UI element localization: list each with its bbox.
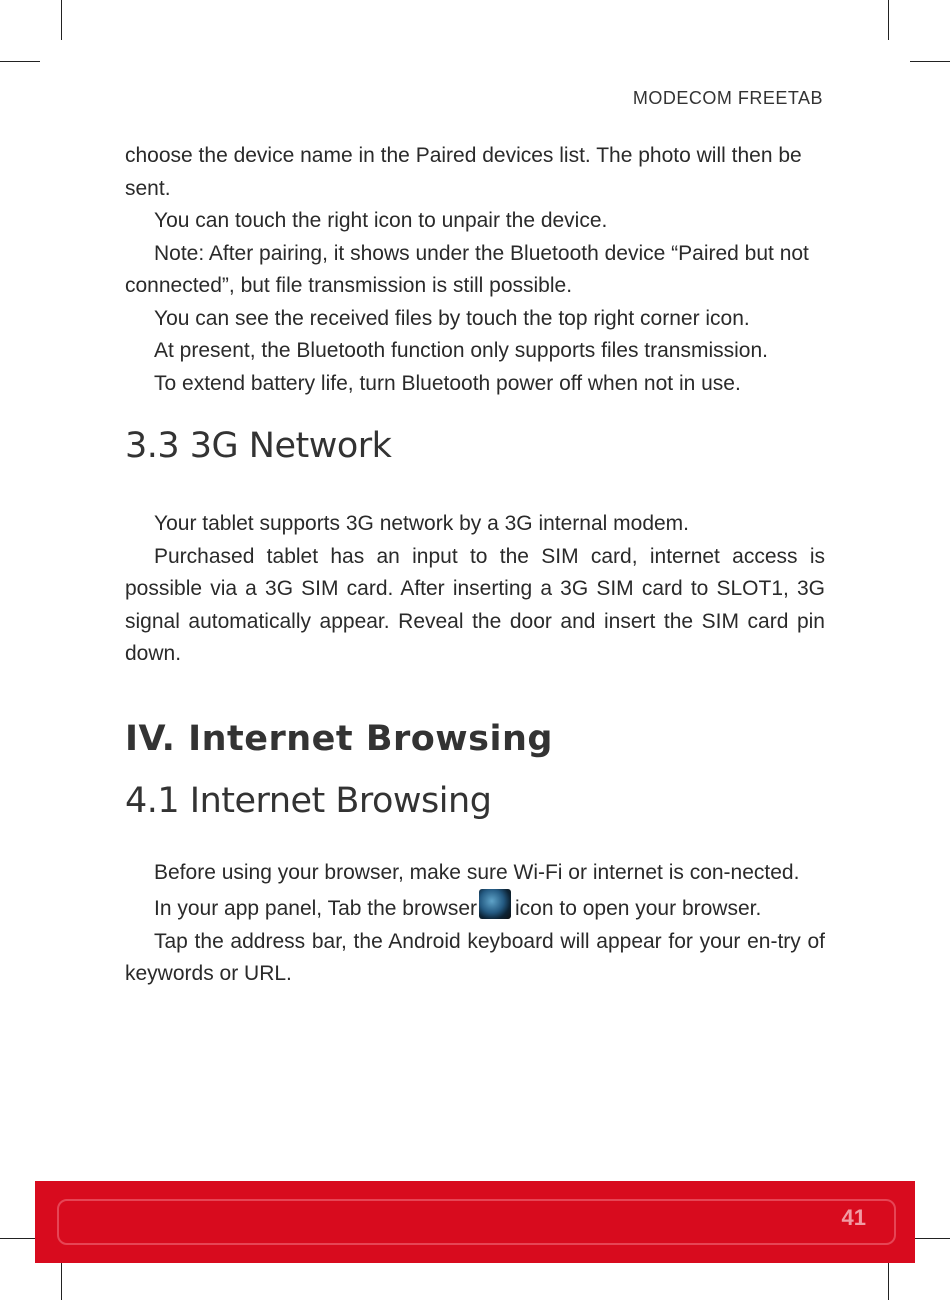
crop-mark bbox=[910, 1238, 950, 1239]
paragraph: At present, the Bluetooth function only supports files transmission. bbox=[154, 339, 768, 362]
crop-mark bbox=[0, 61, 40, 62]
crop-mark bbox=[910, 61, 950, 62]
section-heading-4-1: 4.1 Internet Browsing bbox=[125, 780, 492, 821]
crop-mark bbox=[61, 1258, 62, 1300]
paragraph: Before using your browser, make sure Wi-Fi or internet is con-nected. bbox=[154, 860, 800, 884]
paragraph-text: In your app panel, Tab the browser bbox=[154, 897, 477, 920]
paragraph-text: icon to open your browser. bbox=[515, 897, 762, 920]
running-header: MODECOM FREETAB bbox=[632, 88, 823, 108]
paragraph bbox=[125, 889, 825, 926]
page-number: 41 bbox=[841, 1205, 866, 1230]
crop-mark bbox=[0, 1238, 40, 1239]
crop-mark bbox=[888, 1258, 889, 1300]
paragraph: Your tablet supports 3G network by a 3G internal modem. bbox=[154, 512, 690, 535]
crop-mark bbox=[61, 0, 62, 40]
browser-globe-icon bbox=[479, 889, 511, 919]
section-heading-3-3: 3.3 3G Network bbox=[125, 426, 392, 466]
paragraph: Tap the address bar, the Android keyboard will appear for your en-try of keywords or URL. bbox=[125, 929, 825, 985]
paragraph: Note: After pairing, it shows under the Bluetooth device “Paired but not connected”, but file transmission is still possible. bbox=[125, 241, 809, 297]
footer-bar bbox=[35, 1181, 915, 1263]
crop-mark bbox=[888, 0, 889, 40]
footer-frame bbox=[57, 1199, 896, 1245]
paragraph: Purchased tablet has an input to the SIM card, internet access is possible via a 3G SIM card. After inserting a 3G SIM card to SLOT1, 3G signal automatically appear. Reveal the door and insert the SIM card pin down. bbox=[125, 544, 825, 665]
paragraph: choose the device name in the Paired devices list. The photo will then be sent. bbox=[125, 144, 802, 200]
paragraph: To extend battery life, turn Bluetooth power off when not in use. bbox=[154, 371, 741, 395]
paragraph: You can see the received files by touch the top right corner icon. bbox=[154, 306, 750, 330]
paragraph: You can touch the right icon to unpair the device. bbox=[154, 209, 608, 232]
chapter-heading: IV. Internet Browsing bbox=[125, 718, 553, 759]
page-body bbox=[125, 140, 825, 991]
